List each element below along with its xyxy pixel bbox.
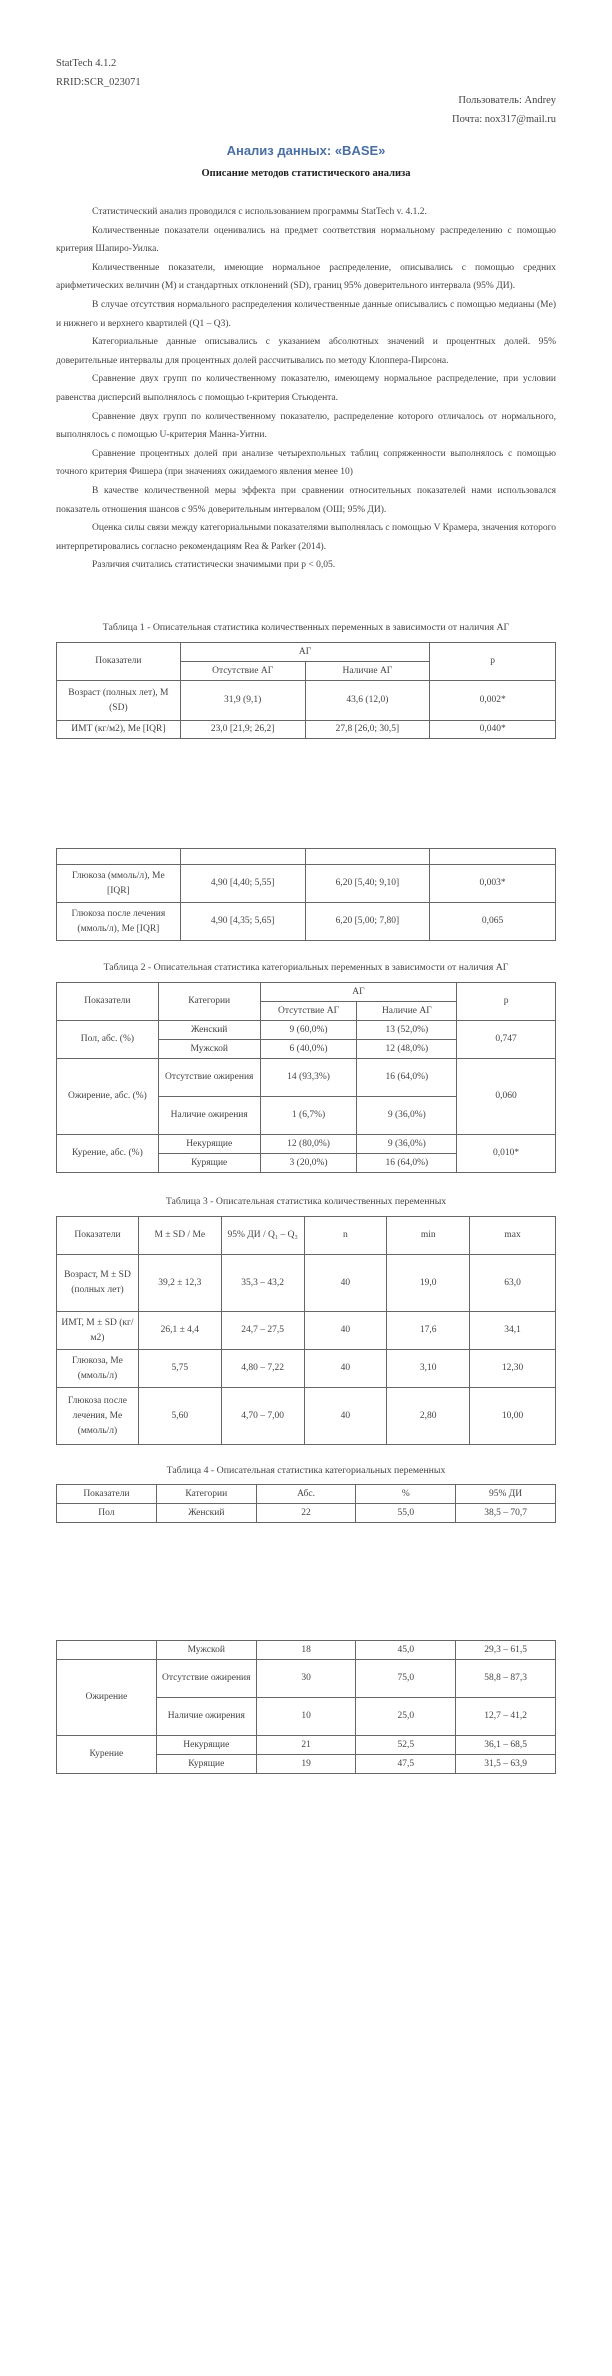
cell: Пол, абс. (%) <box>57 1021 159 1059</box>
cell: 18 <box>256 1641 356 1660</box>
paragraph: В случае отсутствия нормального распределения количественные данные описывались с помощью медианы (Me) и нижнего и верхнего квартилей (Q1 – Q3). <box>56 299 556 329</box>
cell: 2,80 <box>387 1388 470 1445</box>
cell: 16 (64,0%) <box>357 1154 457 1173</box>
cell: 22 <box>256 1504 356 1523</box>
header-absent: Отсутствие АГ <box>260 1002 357 1021</box>
table-row <box>57 849 556 865</box>
cell: Ожирение, абс. (%) <box>57 1059 159 1135</box>
table-row <box>57 1736 556 1755</box>
paragraph: Оценка силы связи между категориальными показателями выполнялась с помощью V Крамера, значения которого интерпретировались согласно рекомендациям Rea & Parker (2014). <box>56 523 556 552</box>
cell <box>57 849 181 865</box>
cell: 4,90 [4,40; 5,55] <box>180 865 305 903</box>
table-row <box>57 1255 556 1312</box>
cell: 21 <box>256 1736 356 1755</box>
cell: Глюкоза, Me (ммоль/л) <box>57 1350 139 1388</box>
header-indicator: Показатели <box>57 983 159 1021</box>
cell: Ожирение <box>57 1660 157 1736</box>
cell: 0,002* <box>430 681 556 721</box>
cell: 0,040* <box>430 721 556 739</box>
cell: Курение <box>57 1736 157 1774</box>
header-p: p <box>430 643 556 681</box>
cell: 12 (80,0%) <box>260 1135 357 1154</box>
table1-part2 <box>56 848 556 941</box>
cell: 58,8 – 87,3 <box>456 1660 556 1698</box>
cell: ИМТ, M ± SD (кг/м2) <box>57 1312 139 1350</box>
cell: 26,1 ± 4,4 <box>138 1312 221 1350</box>
cell: Некурящие <box>156 1736 256 1755</box>
cell: 47,5 <box>356 1755 456 1774</box>
page-title: Анализ данных: «BASE» <box>226 143 386 158</box>
cell: 40 <box>304 1350 387 1388</box>
cell: 40 <box>304 1388 387 1445</box>
cell: 36,1 – 68,5 <box>456 1736 556 1755</box>
cell: 23,0 [21,9; 26,2] <box>180 721 305 739</box>
cell: 29,3 – 61,5 <box>456 1641 556 1660</box>
cell: 10 <box>256 1698 356 1736</box>
cell: 6,20 [5,40; 9,10] <box>305 865 430 903</box>
cell: 6,20 [5,00; 7,80] <box>305 903 430 941</box>
cell: 40 <box>304 1312 387 1350</box>
cell: 9 (60,0%) <box>260 1021 357 1040</box>
table-row <box>57 1641 556 1660</box>
paragraph: Различия считались статистически значимыми при p < 0,05. <box>92 560 336 571</box>
table4-part2 <box>56 1640 556 1774</box>
cell: 17,6 <box>387 1312 470 1350</box>
cell: 0,065 <box>430 903 556 941</box>
cell: 43,6 (12,0) <box>305 681 430 721</box>
cell: 0,747 <box>457 1021 556 1059</box>
cell: Глюкоза (ммоль/л), Me [IQR] <box>57 865 181 903</box>
header-cell: % <box>356 1485 456 1504</box>
table-row <box>57 1504 556 1523</box>
table1-part1 <box>56 642 556 739</box>
cell: Глюкоза после лечения, Me (ммоль/л) <box>57 1388 139 1445</box>
cell: Возраст, M ± SD (полных лет) <box>57 1255 139 1312</box>
cell <box>57 1641 157 1660</box>
cell: Глюкоза после лечения (ммоль/л), Me [IQR] <box>57 903 181 941</box>
cell: Возраст (полных лет), M (SD) <box>57 681 181 721</box>
cell: 12,7 – 41,2 <box>456 1698 556 1736</box>
header-category: Категории <box>158 983 260 1021</box>
cell: 31,9 (9,1) <box>180 681 305 721</box>
cell: Некурящие <box>158 1135 260 1154</box>
cell: Женский <box>156 1504 256 1523</box>
table3-caption: Таблица 3 - Описательная статистика количественных переменных <box>165 1196 447 1207</box>
cell: 63,0 <box>470 1255 556 1312</box>
cell: 0,003* <box>430 865 556 903</box>
header-cell: Категории <box>156 1485 256 1504</box>
cell: 9 (36,0%) <box>357 1135 457 1154</box>
cell <box>430 849 556 865</box>
table-row <box>57 1059 556 1097</box>
cell: Женский <box>158 1021 260 1040</box>
table-row <box>57 721 556 739</box>
cell: 24,7 – 27,5 <box>221 1312 304 1350</box>
header-cell: Показатели <box>57 1485 157 1504</box>
table3 <box>56 1216 556 1445</box>
table2 <box>56 982 556 1173</box>
cell: Курящие <box>158 1154 260 1173</box>
header-cell: max <box>470 1217 556 1255</box>
table-row <box>57 865 556 903</box>
header-present: Наличие АГ <box>357 1002 457 1021</box>
table-row <box>57 903 556 941</box>
cell: Отсутствие ожирения <box>158 1059 260 1097</box>
table-header-row <box>57 1217 556 1255</box>
email-label: Почта: nox317@mail.ru <box>452 114 556 125</box>
table-row <box>57 1388 556 1445</box>
header-cell: min <box>387 1217 470 1255</box>
cell: 19 <box>256 1755 356 1774</box>
table-row <box>57 1135 556 1154</box>
cell: Наличие ожирения <box>158 1097 260 1135</box>
cell: 19,0 <box>387 1255 470 1312</box>
cell: 4,70 – 7,00 <box>221 1388 304 1445</box>
rrid: RRID:SCR_023071 <box>56 77 141 88</box>
cell: 6 (40,0%) <box>260 1040 357 1059</box>
cell: 31,5 – 63,9 <box>456 1755 556 1774</box>
cell <box>305 849 430 865</box>
paragraph: Сравнение двух групп по количественному показателю, распределение которого отличалось от нормального, выполнялось с помощью U-критерия Манна-Уитни. <box>56 411 556 441</box>
cell: 0,010* <box>457 1135 556 1173</box>
paragraph: Статистический анализ проводился с использованием программы StatTech v. 4.1.2. <box>92 207 427 217</box>
cell: 4,80 – 7,22 <box>221 1350 304 1388</box>
cell: 12 (48,0%) <box>357 1040 457 1059</box>
cell: 0,060 <box>457 1059 556 1135</box>
table-row <box>57 1350 556 1388</box>
cell: Мужской <box>158 1040 260 1059</box>
table-row <box>57 681 556 721</box>
cell: 12,30 <box>470 1350 556 1388</box>
cell: 39,2 ± 12,3 <box>138 1255 221 1312</box>
cell: 3,10 <box>387 1350 470 1388</box>
paragraph: Количественные показатели, имеющие нормальное распределение, описывались с помощью средних арифметических величин (M) и стандартных отклонений (SD), границ 95% доверительного интервала (95% ДИ). <box>56 262 556 292</box>
paragraph: Сравнение двух групп по количественному показателю, имеющему нормальное распределение, при условии равенства дисперсий выполнялось с помощью t-критерия Стьюдента. <box>56 374 556 403</box>
cell: 55,0 <box>356 1504 456 1523</box>
table2-caption: Таблица 2 - Описательная статистика категориальных переменных в зависимости от наличия АГ <box>103 962 509 973</box>
table4-part1 <box>56 1484 556 1523</box>
cell: 14 (93,3%) <box>260 1059 357 1097</box>
header-cell: Показатели <box>57 1217 139 1255</box>
header-indicator: Показатели <box>57 643 181 681</box>
table1-caption: Таблица 1 - Описательная статистика количественных переменных в зависимости от наличия АГ <box>102 622 510 633</box>
cell: 10,00 <box>470 1388 556 1445</box>
cell <box>180 849 305 865</box>
header-cell: Абс. <box>256 1485 356 1504</box>
paragraph: Сравнение процентных долей при анализе четырехпольных таблиц сопряженности выполнялось с помощью точного критерия Фишера (при значениях ожидаемого явления менее 10) <box>56 448 556 478</box>
cell: 52,5 <box>356 1736 456 1755</box>
cell: 16 (64,0%) <box>357 1059 457 1097</box>
cell: Пол <box>57 1504 157 1523</box>
cell: ИМТ (кг/м2), Me [IQR] <box>57 721 181 739</box>
cell: 30 <box>256 1660 356 1698</box>
cell: Мужской <box>156 1641 256 1660</box>
table-row <box>57 1312 556 1350</box>
cell: 35,3 – 43,2 <box>221 1255 304 1312</box>
cell: 9 (36,0%) <box>357 1097 457 1135</box>
cell: 4,90 [4,35; 5,65] <box>180 903 305 941</box>
header-absent: Отсутствие АГ <box>180 662 305 681</box>
user-label: Пользователь: Andrey <box>458 95 556 106</box>
cell: 3 (20,0%) <box>260 1154 357 1173</box>
paragraph: Количественные показатели оценивались на предмет соответствия нормальному распределению с помощью критерия Шапиро-Уилка. <box>56 225 556 255</box>
cell: 25,0 <box>356 1698 456 1736</box>
table-header-row <box>57 1485 556 1504</box>
cell: Курение, абс. (%) <box>57 1135 159 1173</box>
table-row <box>57 1021 556 1040</box>
cell: Отсутствие ожирения <box>156 1660 256 1698</box>
cell: 27,8 [26,0; 30,5] <box>305 721 430 739</box>
table4-caption: Таблица 4 - Описательная статистика категориальных переменных <box>166 1465 446 1476</box>
header-cell: 95% ДИ / Q₁ – Q₃ <box>221 1217 304 1255</box>
cell: 38,5 – 70,7 <box>456 1504 556 1523</box>
methods-text <box>56 203 556 575</box>
cell: 34,1 <box>470 1312 556 1350</box>
header-present: Наличие АГ <box>305 662 430 681</box>
header-group: АГ <box>180 643 430 662</box>
cell: 1 (6,7%) <box>260 1097 357 1135</box>
cell: 5,60 <box>138 1388 221 1445</box>
cell: Курящие <box>156 1755 256 1774</box>
software-name: StatTech 4.1.2 <box>56 58 117 69</box>
header-cell: 95% ДИ <box>456 1485 556 1504</box>
cell: 75,0 <box>356 1660 456 1698</box>
cell: Наличие ожирения <box>156 1698 256 1736</box>
page-subtitle: Описание методов статистического анализа <box>201 168 411 179</box>
header-cell: n <box>304 1217 387 1255</box>
table-row <box>57 1660 556 1698</box>
cell: 45,0 <box>356 1641 456 1660</box>
cell: 5,75 <box>138 1350 221 1388</box>
header-group: АГ <box>260 983 457 1002</box>
cell: 40 <box>304 1255 387 1312</box>
cell: 13 (52,0%) <box>357 1021 457 1040</box>
paragraph: Категориальные данные описывались с указанием абсолютных значений и процентных долей. 95% доверительные интервалы для процентных долей рассчитывались по методу Клоппера-Пирсона. <box>56 337 556 366</box>
paragraph: В качестве количественной меры эффекта при сравнении относительных показателей нами использовался показатель отношения шансов с 95% доверительным интервалом (ОШ; 95% ДИ). <box>56 485 556 515</box>
header-cell: M ± SD / Me <box>138 1217 221 1255</box>
header-p: p <box>457 983 556 1021</box>
